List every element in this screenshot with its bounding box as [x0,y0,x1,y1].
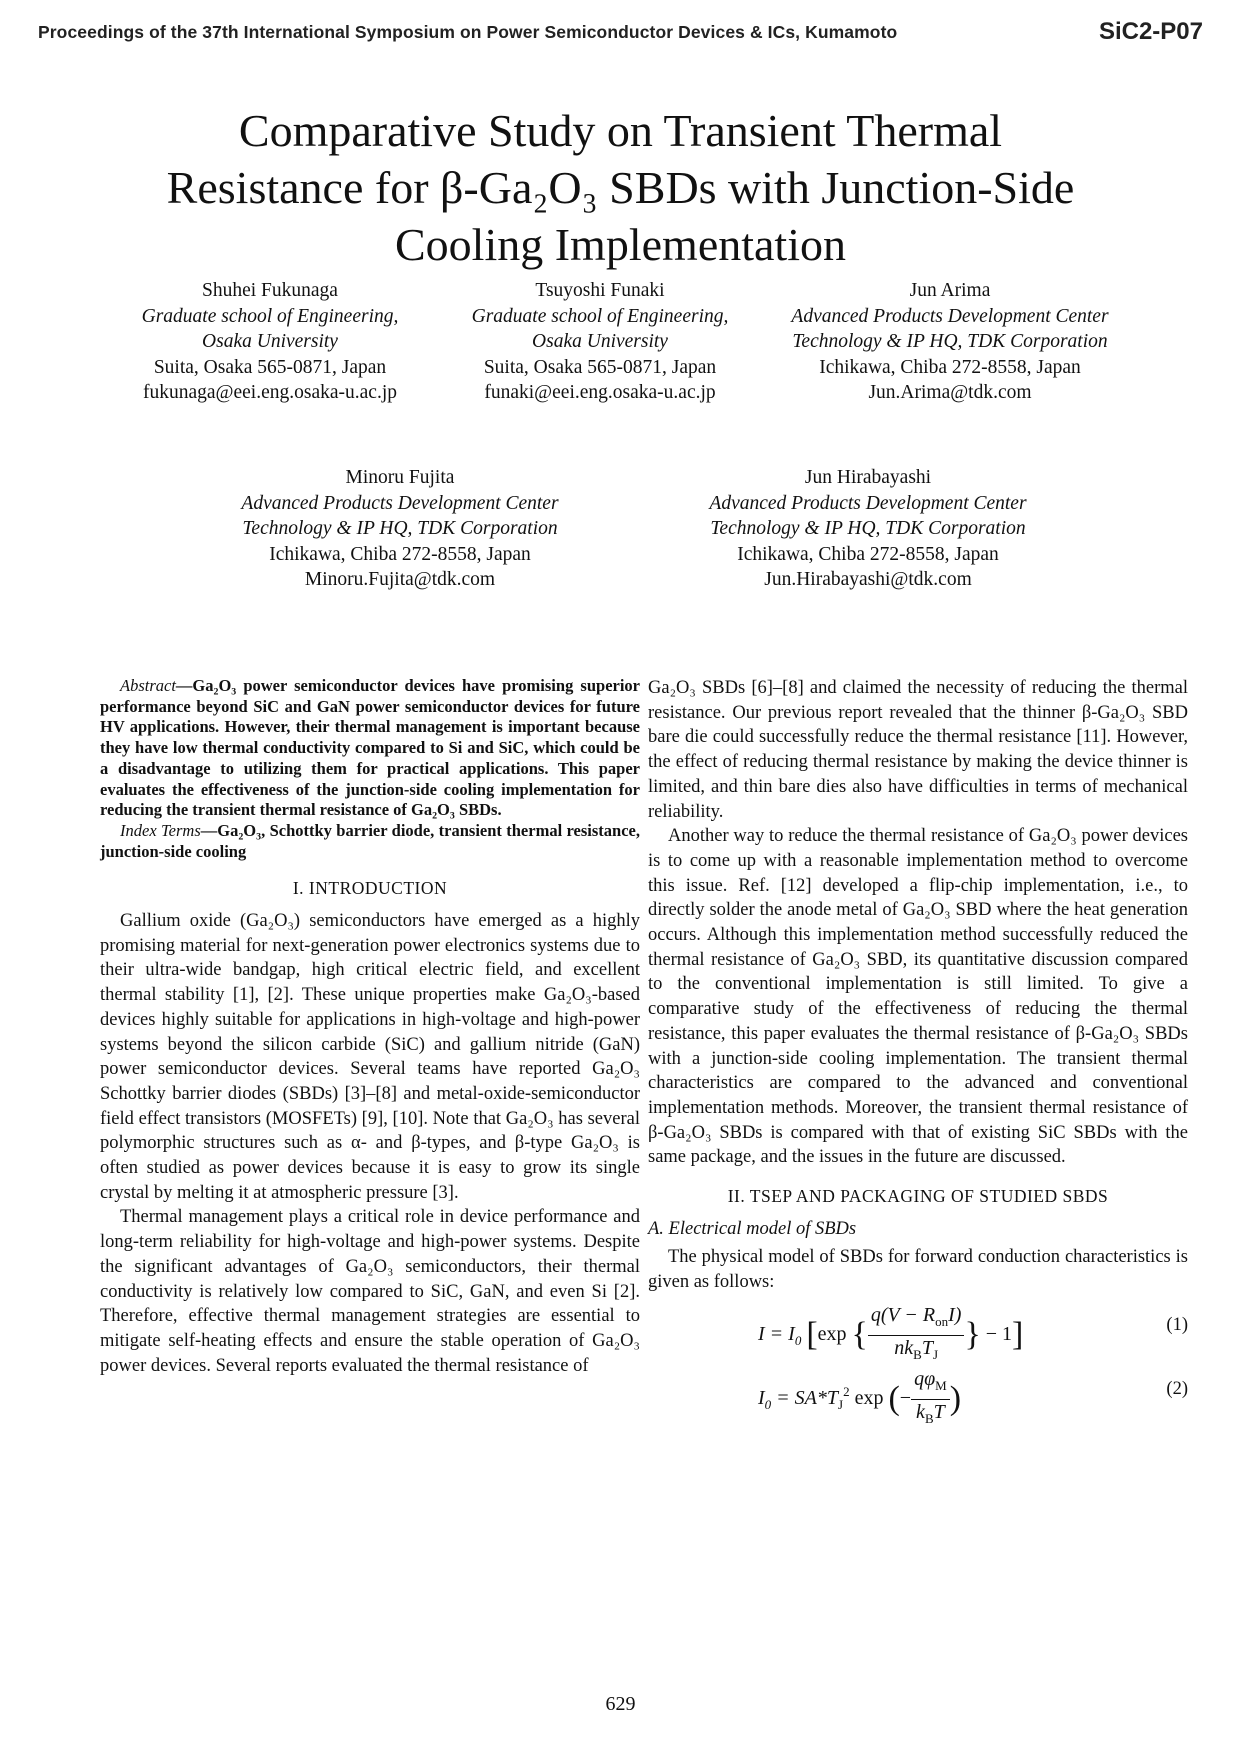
title-line: Comparative Study on Transient Thermal [238,105,1003,156]
section-heading: II. TSEP AND PACKAGING OF STUDIED SBDS [727,1186,1109,1207]
author-address: Ichikawa, Chiba 272-8558, Japan [269,543,531,565]
page-number: 629 [605,1693,636,1715]
author-block [445,278,755,406]
subsection-heading: A. Electrical model of SBDs [648,1218,857,1239]
author-block [770,278,1130,406]
author-affiliation: Graduate school of Engineering, [471,305,729,327]
equation-2 [648,1359,1188,1426]
author-block [688,465,1048,593]
author-name: Tsuyoshi Funaki [535,280,665,301]
author-email[interactable]: Jun.Arima@tdk.com [868,382,1032,403]
equation-body: $I_0 = SA*T_J^2$ exp (− $\frac{q\varphi_M}{k_BT}$ ) [758,1367,962,1426]
author-affiliation: Advanced Products Development Center [241,492,559,514]
index-terms [100,821,640,862]
author-email[interactable]: Minoru.Fujita@tdk.com [304,569,496,590]
abstract-text: —Ga₂O₃ power semiconductor devices have promising superior performance beyond SiC and GaN power semiconductor devices for future HV applications. However, their thermal management is important because they have low thermal conductivity compared to Si and SiC, which could be a disadvantage to utilizing them for practical applications. This paper evaluates the effectiveness of the junction-side cooling implementation for reducing the transient thermal resistance of Ga₂O₃ SBDs. [100,676,640,820]
paragraph: Thermal management plays a critical role in device performance and long-term reliability for high-voltage and high-power systems. Despite the significant advantages of Ga₂O₃ semiconductors, their thermal conductivity is relatively low compared to SiC, GaN, and even Si [2]. Therefore, effective thermal management strategies are essential to mitigate self-heating effects and ensure the stable operation of Ga₂O₃ power devices. Several reports evaluated the thermal resistance of [100,1207,640,1376]
equation-number: (2) [1166,1378,1188,1399]
equation-number: (1) [1166,1314,1188,1335]
paragraph: Another way to reduce the thermal resistance of Ga₂O₃ power devices is to come up with a reasonable implementation method to overcome this issue. Ref. [12] developed a flip-chip implementation, i.e., to directly solder the anode metal of Ga₂O₃ SBD where the heat generation occurs. Although this implementation method successfully reduced the thermal resistance of Ga₂O₃ SBD, its quantitative discussion compared to the conventional implementation is still limited. To give a comparative study of the effectiveness of reducing the thermal resistance, this paper evaluates the thermal resistance of β-Ga₂O₃ SBDs with a junction-side cooling implementation. The transient thermal characteristics are compared to the advanced and conventional implementation methods. Moreover, the transient thermal resistance of β-Ga₂O₃ SBDs is compared with that of existing SiC SBDs with the same package, and the issues in the future are discussed. [648,826,1188,1168]
author-address: Suita, Osaka 565-0871, Japan [153,356,387,378]
paragraph: Gallium oxide (Ga₂O₃) semiconductors have emerged as a highly promising material for next-generation power electronics systems due to their ultra-wide bandgap, high critical electric field, and excellent thermal stability [1], [2]. These unique properties make Ga₂O₃-based devices highly suitable for applications in high-voltage and high-power systems beyond the silicon carbide (SiC) and gallium nitride (GaN) power semiconductor devices. Several teams have reported Ga₂O₃ Schottky barrier diodes (SBDs) [3]–[8] and metal-oxide-semiconductor field effect transistors (MOSFETs) [9], [10]. Note that Ga₂O₃ has several polymorphic structures such as α- and β-types, and β-type Ga₂O₃ is often studied as power devices because it is easy to grow its single crystal by melting it at atmospheric pressure [3]. [100,911,640,1203]
paper-title [70,102,1171,273]
author-affiliation: Technology & IP HQ, TDK Corporation [242,518,558,539]
paper-id: SiC2-P07 [1098,18,1203,45]
author-name: Jun Arima [909,280,991,301]
author-block [220,465,580,593]
author-email[interactable]: Jun.Hirabayashi@tdk.com [764,569,972,590]
author-email[interactable]: funaki@eei.eng.osaka-u.ac.jp [484,382,716,403]
author-address: Ichikawa, Chiba 272-8558, Japan [737,543,999,565]
abstract [100,676,640,821]
author-affiliation: Technology & IP HQ, TDK Corporation [792,331,1108,352]
author-affiliation: Technology & IP HQ, TDK Corporation [710,518,1026,539]
title-line: Cooling Implementation [395,219,846,270]
proceedings-header: Proceedings of the 37th International Symposium on Power Semiconductor Devices & ICs, Kumamoto [38,22,898,42]
author-email[interactable]: fukunaga@eei.eng.osaka-u.ac.jp [142,382,397,403]
title-line: Resistance for β-Ga₂O₃ SBDs with Junction-Side [166,162,1075,213]
index-terms-label: Index Terms [120,820,201,840]
equation-1 [648,1295,1188,1362]
author-name: Jun Hirabayashi [804,467,932,488]
author-block [120,278,420,406]
section-heading: I. INTRODUCTION [292,878,448,899]
author-address: Ichikawa, Chiba 272-8558, Japan [819,356,1081,378]
equation-body: $I = I_0$ [exp { $\frac{q(V - R_{on}I)}{nk_BT_J}$ } − 1] [758,1303,1024,1362]
left-column [100,676,640,1378]
author-name: Shuhei Fukunaga [202,280,338,301]
abstract-label: Abstract [120,676,176,695]
author-affiliation: Osaka University [202,331,338,352]
author-name: Minoru Fujita [345,467,455,488]
author-affiliation: Osaka University [532,331,668,352]
author-address: Suita, Osaka 565-0871, Japan [483,356,717,378]
author-affiliation: Graduate school of Engineering, [141,305,399,327]
author-affiliation: Advanced Products Development Center [791,305,1109,327]
right-column [648,676,1188,1426]
paragraph: Ga₂O₃ SBDs [6]–[8] and claimed the necessity of reducing the thermal resistance. Our previous report revealed that the thinner β-Ga₂O₃ SBD bare die could successfully reduce the thermal resistance [11]. However, the effect of reducing thermal resistance by making the device thinner is limited, and thin bare dies also have difficulties in terms of mechanical reliability. [648,678,1188,822]
index-terms-text: —Ga₂O₃, Schottky barrier diode, transient thermal resistance, junction-side cooling [100,820,640,861]
paragraph: The physical model of SBDs for forward conduction characteristics is given as follows: [648,1247,1188,1293]
author-affiliation: Advanced Products Development Center [709,492,1027,514]
